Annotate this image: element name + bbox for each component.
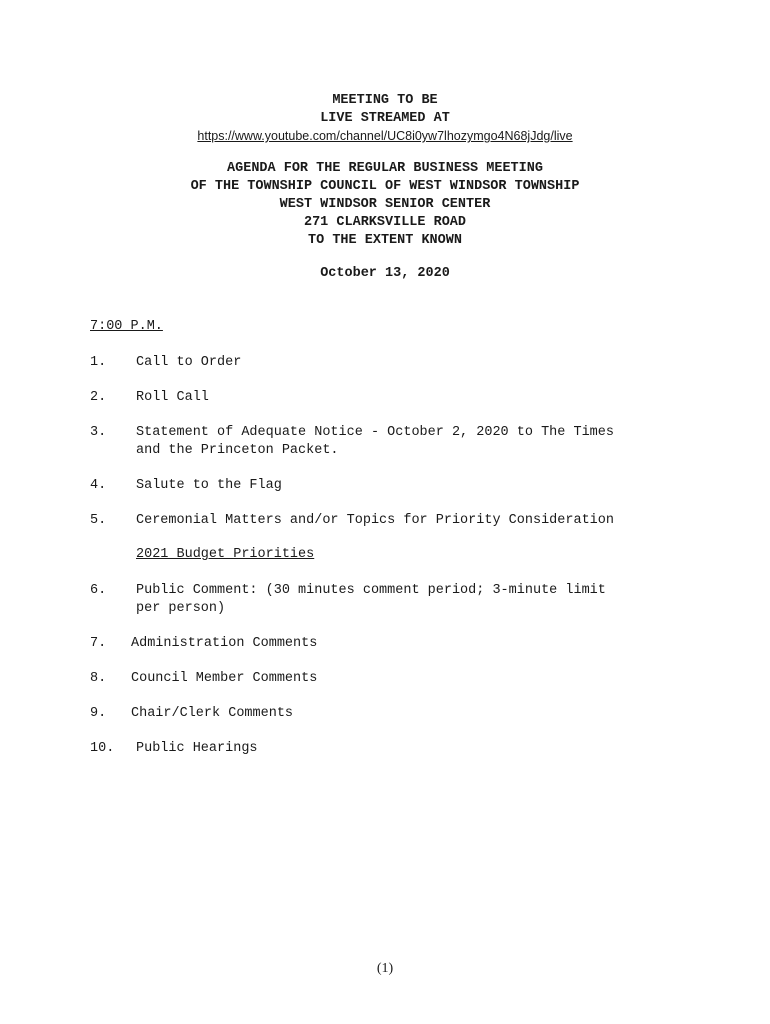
livestream-link[interactable]: https://www.youtube.com/channel/UC8i0yw7lhozymgo4N68jJdg/live xyxy=(197,129,573,143)
meeting-date: October 13, 2020 xyxy=(320,266,450,281)
agenda-title-line-4: 271 CLARKSVILLE ROAD xyxy=(303,215,467,230)
meeting-time: 7:00 P.M. xyxy=(90,319,163,334)
agenda-item-number: 1. xyxy=(90,355,107,370)
agenda-title xyxy=(0,160,770,250)
agenda-item-number: 2. xyxy=(90,390,107,405)
agenda-item-text: Ceremonial Matters and/or Topics for Priority Consideration xyxy=(136,513,614,528)
agenda-item-text: Call to Order xyxy=(136,355,242,370)
agenda-item-number: 7. xyxy=(90,636,107,651)
agenda-item-number: 8. xyxy=(90,671,107,686)
agenda-item-text: Chair/Clerk Comments xyxy=(131,706,294,721)
agenda-item-text: Roll Call xyxy=(136,390,209,405)
agenda-item-number: 5. xyxy=(90,513,107,528)
agenda-item-text: Council Member Comments xyxy=(131,671,318,686)
page-number: (1) xyxy=(376,961,394,976)
agenda-item-number: 3. xyxy=(90,425,107,440)
stream-notice-line-1: MEETING TO BE xyxy=(332,93,438,108)
budget-priorities-subheading: 2021 Budget Priorities xyxy=(136,547,315,562)
stream-notice-line-2: LIVE STREAMED AT xyxy=(320,111,450,126)
agenda-item-text: Statement of Adequate Notice - October 2, 2020 to The Times and the Princeton Packet. xyxy=(136,425,614,458)
agenda-item-number: 4. xyxy=(90,478,107,493)
stream-notice xyxy=(0,92,770,128)
agenda-item-number: 6. xyxy=(90,583,107,598)
agenda-item-text: Salute to the Flag xyxy=(136,478,282,493)
agenda-title-line-2: OF THE TOWNSHIP COUNCIL OF WEST WINDSOR TOWNSHIP xyxy=(190,179,580,194)
agenda-item-text: Public Comment: (30 minutes comment period; 3-minute limit per person) xyxy=(136,583,606,616)
agenda-item-number: 9. xyxy=(90,706,107,721)
agenda-item-text: Administration Comments xyxy=(131,636,318,651)
agenda-item-number: 10. xyxy=(90,741,115,756)
agenda-title-line-5: TO THE EXTENT KNOWN xyxy=(308,233,462,248)
agenda-title-line-3: WEST WINDSOR SENIOR CENTER xyxy=(279,197,491,212)
agenda-title-line-1: AGENDA FOR THE REGULAR BUSINESS MEETING xyxy=(227,161,543,176)
agenda-item-text: Public Hearings xyxy=(136,741,258,756)
